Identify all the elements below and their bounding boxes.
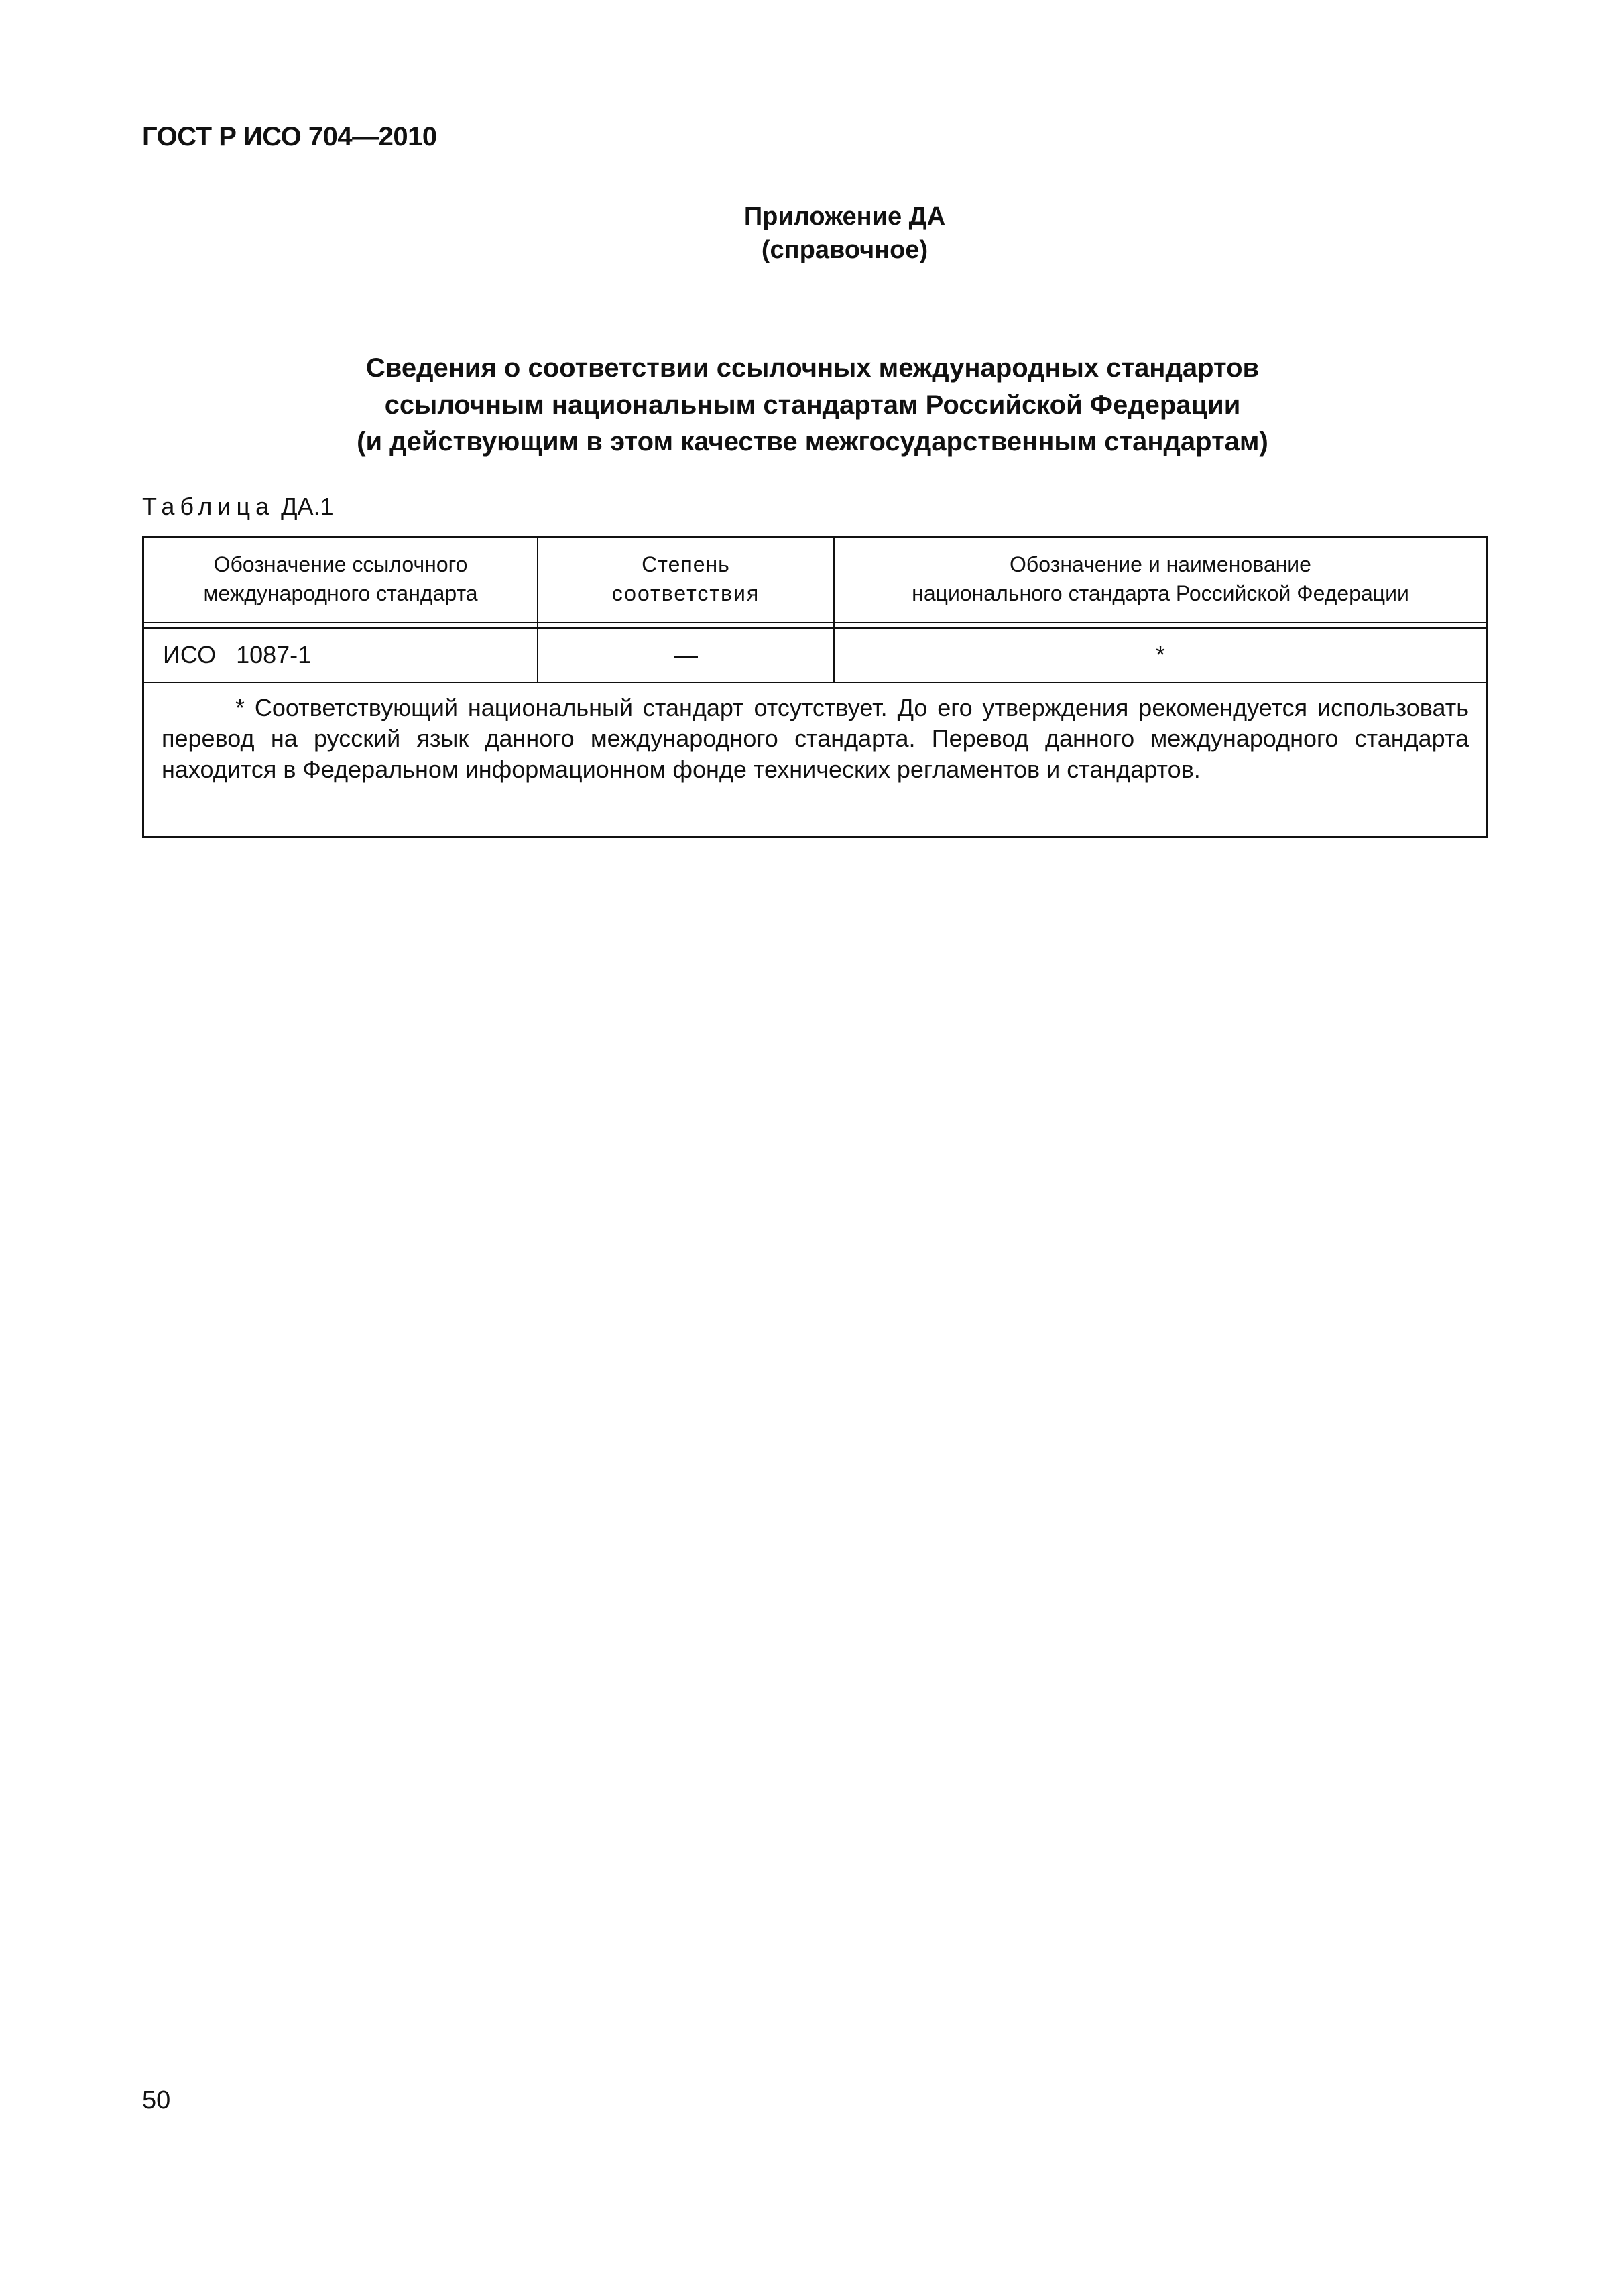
column-header-line: Обозначение и наименование xyxy=(1010,552,1311,577)
document-code-header: ГОСТ Р ИСО 704—2010 xyxy=(142,122,437,152)
table-footnote: * Соответствующий национальный стандарт отсутствует. До его утверждения рекомендуется использовать перевод на русский язык данного международного стандарта. Перевод данного международного стандарта находится в Федеральном информационном фонде технических регламентов и стандартов. xyxy=(162,694,1469,783)
appendix-heading xyxy=(711,200,979,267)
column-header-line: соответствия xyxy=(611,581,760,605)
section-title-line-1: Сведения о соответствии ссылочных международных стандартов xyxy=(365,353,1260,383)
standards-correspondence-table xyxy=(142,536,1488,838)
column-header-line: национального стандарта Российской Федерации xyxy=(912,581,1409,605)
cell-degree: — xyxy=(674,641,698,668)
section-title xyxy=(142,350,1483,461)
table-caption xyxy=(142,493,334,521)
appendix-subtitle: (справочное) xyxy=(761,236,928,264)
table-header-divider-double xyxy=(144,627,1486,629)
appendix-title: Приложение ДА xyxy=(743,202,946,231)
column-header-national-standard xyxy=(835,550,1486,608)
section-title-line-3: (и действующим в этом качестве межгосударственным стандартам) xyxy=(357,427,1268,457)
page-number: 50 xyxy=(142,2086,171,2114)
table-row-divider xyxy=(144,682,1486,683)
column-header-line: международного стандарта xyxy=(203,581,478,605)
section-title-line-2: ссылочным национальным стандартам Российской Федерации xyxy=(384,390,1241,420)
column-header-degree xyxy=(538,550,833,608)
column-header-international-designation xyxy=(144,550,537,608)
column-header-line: Степень xyxy=(642,552,730,577)
column-header-line: Обозначение ссылочного xyxy=(213,552,468,577)
table-caption-id: ДА.1 xyxy=(281,493,334,520)
cell-national-standard: * xyxy=(1155,641,1165,668)
cell-international-designation: ИСО 1087-1 xyxy=(163,641,312,668)
table-caption-word: Таблица xyxy=(142,493,275,520)
table-header-divider xyxy=(144,622,1486,623)
